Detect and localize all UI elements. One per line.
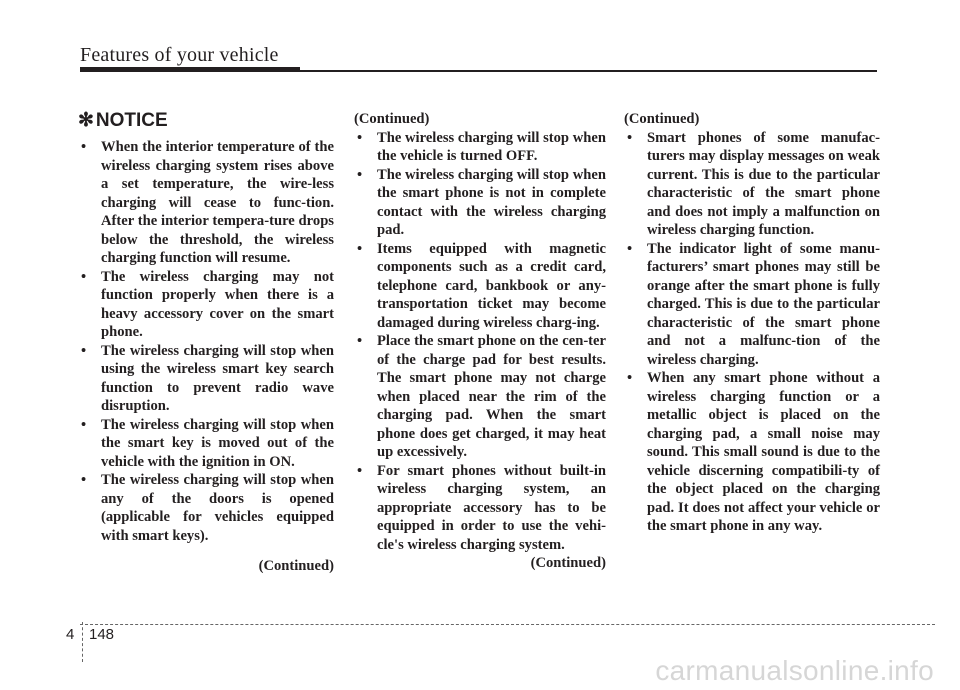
list-item: • Items equipped with magnetic components such as a credit card, telephone card, bankbook or any-transportation ticket may become damaged during wireless charg-ing. [354,240,606,333]
section-title: Features of your vehicle [80,44,279,66]
asterisk-notice-icon: ✻ [78,110,94,131]
column-3 [624,110,880,536]
continued-label: (Continued) [530,555,606,571]
list-item: • When any smart phone without a wireless charging function or a metallic object is placed on the charging pad, a small noise may sound. This small sound is due to the vehicle discerning compatibili-ty of the object placed on the charging pad. It does not affect your vehicle or the smart phone in any way. [624,369,880,536]
page-number: 148 [89,626,115,643]
watermark: carmanualsonline.info [655,655,934,686]
column-1 [78,110,334,576]
list-item: • When the interior temperature of the wireless charging system rises above a set temperature, the wire-less charging will cease to func-tion. After the interior tempera-ture drops below the threshold, the wireless charging function will resume. [78,138,334,268]
continued-label: (Continued) [354,111,430,127]
list-item: • The wireless charging may not function properly when there is a heavy accessory cover on the smart phone. [78,268,334,342]
notice-heading [78,110,334,132]
notice-list-2 [354,129,606,555]
continued-label: (Continued) [258,558,334,574]
list-item: • The indicator light of some manu-facturers’ smart phones may still be orange after the smart phone is fully charged. This is due to the particular characteristic of the smart phone and not a malfunc-tion of the wireless charging. [624,240,880,370]
column-2 [354,110,606,573]
list-item: • The wireless charging will stop when any of the doors is opened (applicable for vehicles equipped with smart keys). [78,471,334,545]
list-item: • The wireless charging will stop when the vehicle is turned OFF. [354,129,606,166]
list-item: • The wireless charging will stop when the smart phone is not in complete contact with the wireless charging pad. [354,166,606,240]
header-rule-thick [80,67,300,72]
list-item: • The wireless charging will stop when the smart key is moved out of the vehicle with the ignition in ON. [78,416,334,472]
list-item: • Place the smart phone on the cen-ter of the charge pad for best results. The smart phone may not charge when placed near the rim of the charging pad. When the smart phone does get charged, it may heat up excessively. [354,332,606,462]
notice-title: NOTICE [95,110,168,131]
continued-label: (Continued) [624,111,700,127]
header-rule-thin [300,70,877,72]
footer-divider [82,622,83,662]
list-item: • Smart phones of some manufac-turers may display messages on weak current. This is due to the particular characteristic of the smart phone and does not imply a malfunction on wireless charging function. [624,129,880,240]
list-item: • For smart phones without built-in wireless charging system, an appropriate accessory has to be equipped in order to use the vehi-cle's wireless charging system. [354,462,606,555]
notice-list-3 [624,129,880,536]
notice-list-1 [78,138,334,545]
footer-rule [80,624,935,625]
list-item: • The wireless charging will stop when using the wireless smart key search function to prevent radio wave disruption. [78,342,334,416]
chapter-number: 4 [66,626,75,643]
